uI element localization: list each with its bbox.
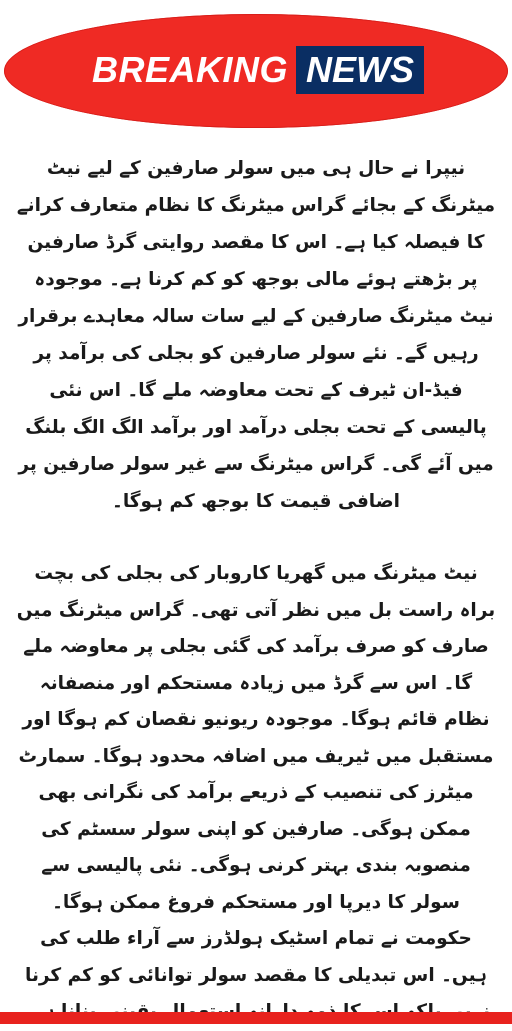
news-label: NEWS xyxy=(306,49,414,90)
breaking-label: BREAKING xyxy=(91,49,288,90)
article-paragraph-1 xyxy=(16,150,496,520)
bottom-red-bar xyxy=(0,1012,512,1024)
breaking-label-box xyxy=(88,46,292,94)
top-strip xyxy=(0,0,512,12)
paragraph-text: نیپرا نے حال ہی میں سولر صارفین کے لیے نیٹ میٹرنگ کے بجائے گراس میٹرنگ کا نظام متعارف کرانے کا فیصلہ کیا ہے۔ اس کا مقصد روایتی گرڈ صارفین پر بڑھتے ہوئے مالی بوجھ کو کم کرنا ہے۔ موجودہ نیٹ میٹرنگ صارفین کے لیے سات سالہ معاہدے برقرار رہیں گے۔ نئے سولر صارفین کو بجلی کی برآمد پر فیڈ-ان ٹیرف کے تحت معاوضہ ملے گا۔ اس نئی پالیسی کے تحت بجلی درآمد اور برآمد الگ الگ بلنگ میں آئے گی۔ گراس میٹرنگ سے غیر سولر صارفین پر اضافی قیمت کا بوجھ کم ہوگا۔ xyxy=(16,158,496,512)
paragraph-text: نیٹ میٹرنگ میں گھریا کاروبار کی بجلی کی بچت براہ راست بل میں نظر آتی تھی۔ گراس میٹرنگ میں صارف کو صرف برآمد کی گئی بجلی پر معاوضہ ملے گا۔ اس سے گرڈ میں زیادہ مستحکم اور منصفانہ نظام قائم ہوگا۔ موجودہ ریونیو نقصان کم ہوگا اور مستقبل میں ٹیریف میں اضافہ محدود ہوگا۔ سمارٹ میٹرز کی تنصیب کے ذریعے برآمد کی نگرانی بھی ممکن ہوگی۔ صارفین کو اپنی سولر سسٹم کی منصوبہ بندی بہتر کرنی ہوگی۔ نئی پالیسی سے سولر کا دیرپا اور مستحکم فروغ ممکن ہوگا۔ حکومت نے تمام اسٹیک ہولڈرز سے آراء طلب کی ہیں۔ اس تبدیلی کا مقصد سولر توانائی کو کم کرنا xyxy=(16,563,496,986)
banner-words xyxy=(0,46,512,94)
news-label-box xyxy=(296,46,424,94)
article-paragraph-2 xyxy=(16,556,496,1031)
